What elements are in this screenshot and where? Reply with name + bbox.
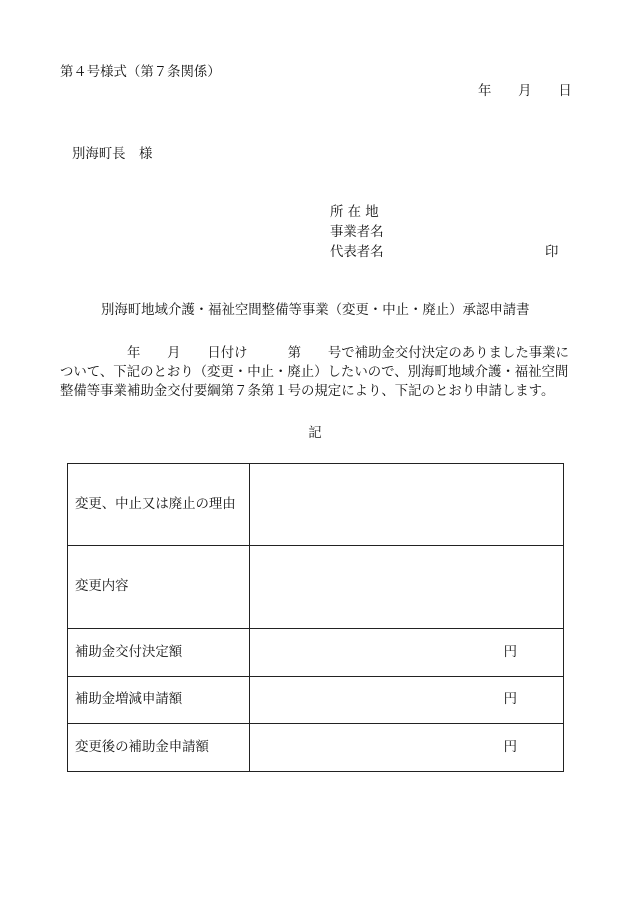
form-number: 第４号様式（第７条関係） (60, 65, 221, 80)
representative-label: 代表者名 (330, 245, 384, 260)
decision-amount-cell: 円 (250, 629, 564, 677)
body-line-3: 整備等事業補助金交付要綱第７条第１号の規定により、下記のとおり申請します。 (60, 384, 555, 399)
table-row (68, 677, 564, 724)
table-row (68, 724, 564, 772)
date-line: 年 月 日 (478, 84, 572, 99)
seal-mark: 印 (545, 245, 559, 260)
body-line-2: ついて、下記のとおり（変更・中止・廃止）したいので、別海町地域介護・福祉空間 (60, 365, 569, 380)
body-line-1: 年 月 日付け 第 号で補助金交付決定のありました事業に (127, 346, 569, 361)
revised-amount-label: 変更後の補助金申請額 (68, 724, 250, 772)
business-name-label: 事業者名 (330, 225, 384, 240)
adjustment-amount-cell: 円 (250, 677, 564, 724)
detail-table (67, 463, 564, 772)
address-label: 所 在 地 (330, 205, 379, 220)
decision-amount-label: 補助金交付決定額 (68, 629, 250, 677)
addressee: 別海町長 様 (72, 147, 153, 162)
notes-heading: 記 (308, 426, 322, 441)
table-row (68, 546, 564, 629)
table-row (68, 629, 564, 677)
change-content-cell (250, 546, 564, 629)
reason-cell (250, 464, 564, 546)
revised-amount-cell: 円 (250, 724, 564, 772)
adjustment-amount-label: 補助金増減申請額 (68, 677, 250, 724)
change-content-label: 変更内容 (68, 546, 250, 629)
document-title: 別海町地域介護・福祉空間整備等事業（変更・中止・廃止）承認申請書 (101, 303, 530, 318)
reason-label: 変更、中止又は廃止の理由 (68, 464, 250, 546)
table-row (68, 464, 564, 546)
